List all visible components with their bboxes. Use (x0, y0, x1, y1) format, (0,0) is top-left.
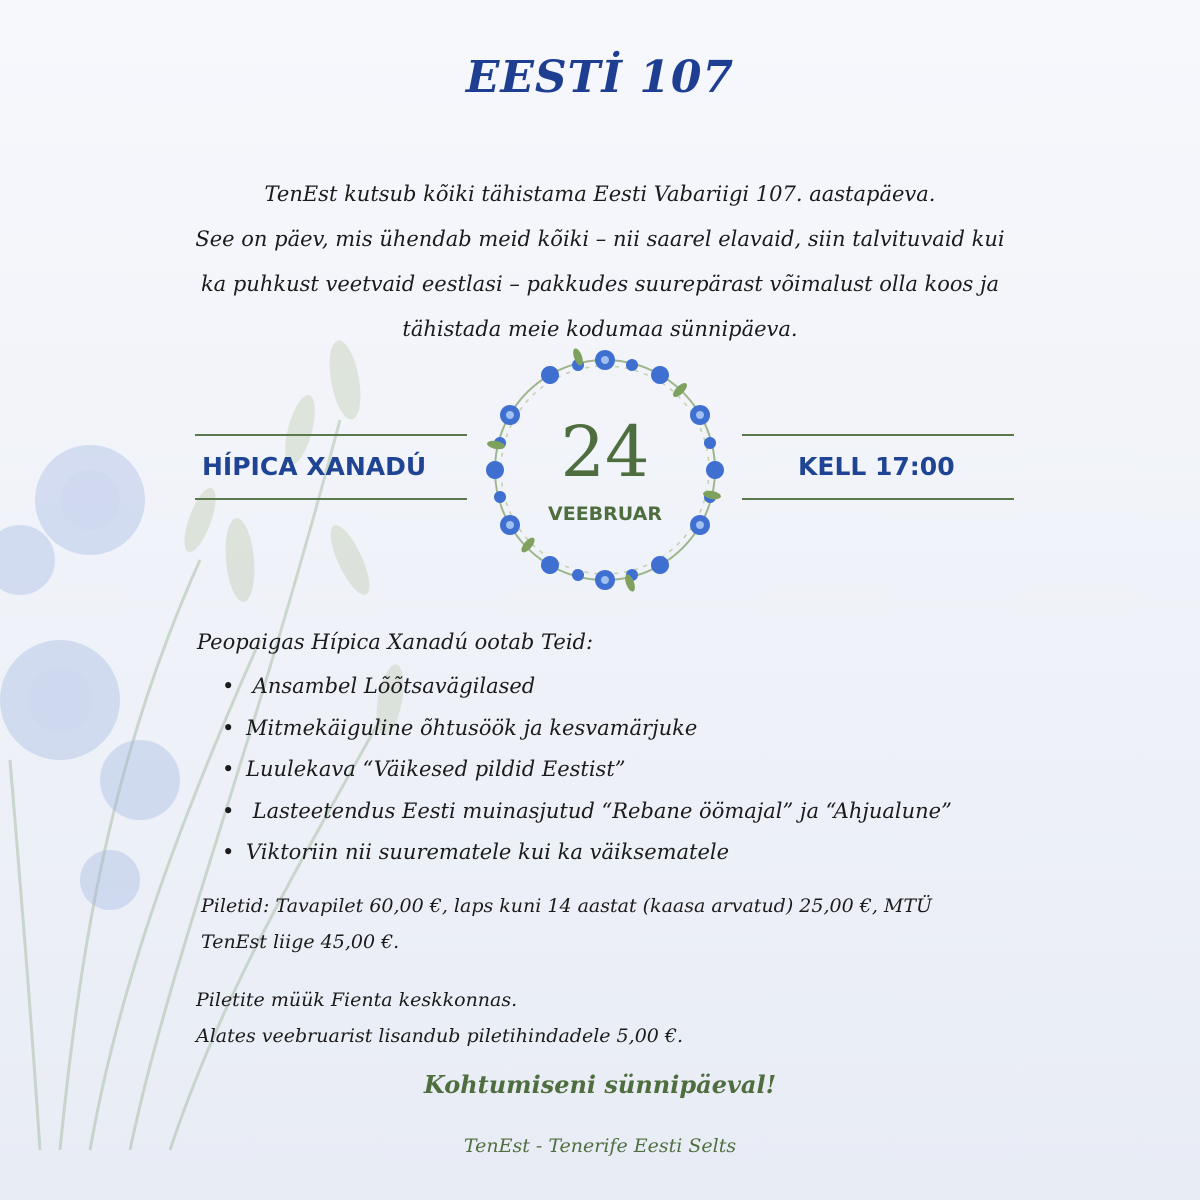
tickets-line: Piletid: Tavapilet 60,00 €, laps kuni 14 aastat (kaasa arvatud) 25,00 €, MTÜ (201, 895, 933, 917)
event-time: KELL 17:00 (798, 452, 955, 481)
program-list (222, 670, 952, 878)
program-lead: Peopaigas Hípica Xanadú ootab Teid: (197, 630, 594, 654)
intro-text (130, 172, 1070, 352)
sales-info (196, 982, 683, 1054)
intro-line: ka puhkust veetvaid eestlasi – pakkudes suurepärast võimalust olla koos ja (200, 272, 1000, 296)
tickets-info (201, 888, 932, 960)
list-item-label: Luulekava “Väikesed pildid Eestist” (246, 757, 626, 781)
intro-line: TenEst kutsub kõiki tähistama Eesti Vabariigi 107. aastapäeva. (264, 182, 936, 206)
sales-line: Piletite müük Fienta keskkonnas. (196, 989, 518, 1011)
list-item (222, 753, 952, 795)
tickets-line: TenEst liige 45,00 €. (201, 931, 400, 953)
intro-line: tähistada meie kodumaa sünnipäeva. (402, 317, 798, 341)
bullet-icon: • (222, 715, 235, 740)
sales-line: Alates veebruarist lisandub piletihindadele 5,00 €. (196, 1025, 684, 1047)
event-venue: HÍPICA XANADÚ (202, 452, 427, 481)
divider-line (195, 434, 467, 436)
bullet-icon: • (222, 798, 235, 823)
list-item-label: Ansambel Lõõtsavägilased (246, 674, 536, 698)
list-item-label: Lasteetendus Eesti muinasjutud “Rebane öömajal” ja “Ahjualune” (246, 798, 952, 823)
closing-text: Kohtumiseni sünnipäeval! (423, 1070, 777, 1099)
list-item-label: Viktoriin nii suurematele kui ka väiksematele (246, 840, 730, 864)
divider-line (195, 498, 467, 500)
list-item (222, 712, 952, 754)
bullet-icon: • (222, 757, 235, 781)
list-item (222, 670, 952, 712)
event-month: VEEBRUAR (548, 503, 662, 525)
page-title: EESTİ 107 (465, 52, 735, 103)
intro-line: See on päev, mis ühendab meid kõiki – nii saarel elavaid, siin talvituvaid kui (195, 227, 1005, 251)
event-day: 24 (560, 411, 650, 493)
divider-line (742, 498, 1014, 500)
divider-line (742, 434, 1014, 436)
list-item-label: Mitmekäiguline õhtusöök ja kesvamärjuke (246, 715, 698, 740)
list-item (222, 795, 952, 837)
bullet-icon: • (222, 674, 235, 698)
bullet-icon: • (222, 840, 235, 864)
list-item (222, 836, 952, 878)
signature: TenEst - Tenerife Eesti Selts (463, 1135, 737, 1157)
